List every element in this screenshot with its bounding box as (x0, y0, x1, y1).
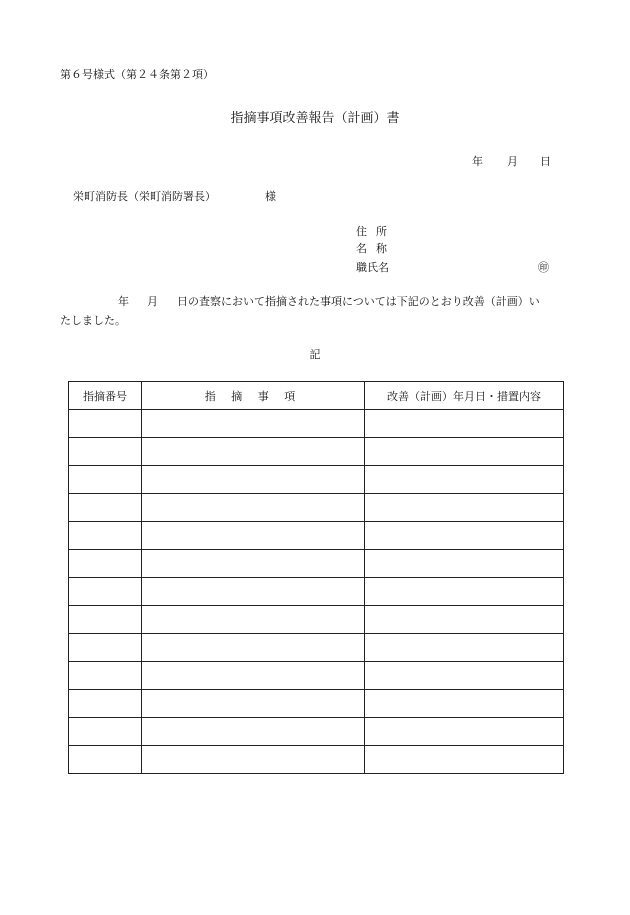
cell-item-content[interactable] (142, 746, 365, 774)
date-day-label: 日 (540, 155, 551, 168)
table-row (69, 578, 564, 606)
cell-item-number[interactable] (69, 634, 142, 662)
cell-item-number[interactable] (69, 550, 142, 578)
cell-improvement-content[interactable] (365, 634, 564, 662)
cell-improvement-content[interactable] (365, 466, 564, 494)
items-table (68, 381, 564, 774)
cell-item-number[interactable] (69, 662, 142, 690)
table-row (69, 634, 564, 662)
table-row (69, 410, 564, 438)
cell-item-number[interactable] (69, 606, 142, 634)
cell-improvement-content[interactable] (365, 746, 564, 774)
table-row (69, 550, 564, 578)
table-row (69, 690, 564, 718)
addressee-name: 栄町消防長（栄町消防署長） (73, 190, 216, 203)
applicant-address-label: 住所 (356, 225, 396, 238)
cell-item-number[interactable] (69, 466, 142, 494)
cell-item-content[interactable] (142, 438, 365, 466)
cell-improvement-content[interactable] (365, 438, 564, 466)
cell-item-content[interactable] (142, 522, 365, 550)
table-row (69, 606, 564, 634)
cell-improvement-content[interactable] (365, 662, 564, 690)
header-improvement-date-measures: 改善（計画）年月日・措置内容 (365, 382, 564, 410)
applicant-name-label: 名称 (356, 242, 396, 255)
cell-item-content[interactable] (142, 494, 365, 522)
cell-item-content[interactable] (142, 662, 365, 690)
table-row (69, 466, 564, 494)
cell-item-content[interactable] (142, 606, 365, 634)
cell-improvement-content[interactable] (365, 606, 564, 634)
date-month-label: 月 (507, 155, 518, 168)
table-row (69, 494, 564, 522)
cell-item-number[interactable] (69, 746, 142, 774)
table-row (69, 662, 564, 690)
date-year-label: 年 (472, 155, 483, 168)
document-title: 指摘事項改善報告（計画）書 (230, 111, 400, 126)
cell-improvement-content[interactable] (365, 718, 564, 746)
cell-item-content[interactable] (142, 578, 365, 606)
cell-item-number[interactable] (69, 690, 142, 718)
cell-item-content[interactable] (142, 718, 365, 746)
header-items-pointed-out: 指 摘 事 項 (142, 382, 365, 410)
body-year-label: 年 (118, 295, 129, 308)
table-header-row (69, 382, 564, 410)
cell-item-number[interactable] (69, 522, 142, 550)
cell-improvement-content[interactable] (365, 410, 564, 438)
form-number: 第６号様式（第２４条第２項） (60, 68, 214, 81)
cell-improvement-content[interactable] (365, 690, 564, 718)
cell-improvement-content[interactable] (365, 578, 564, 606)
cell-item-number[interactable] (69, 410, 142, 438)
addressee-honorific: 様 (265, 190, 276, 203)
cell-item-content[interactable] (142, 466, 365, 494)
cell-improvement-content[interactable] (365, 494, 564, 522)
cell-item-content[interactable] (142, 410, 365, 438)
cell-item-content[interactable] (142, 634, 365, 662)
cell-item-number[interactable] (69, 718, 142, 746)
table-row (69, 746, 564, 774)
cell-item-number[interactable] (69, 578, 142, 606)
cell-improvement-content[interactable] (365, 550, 564, 578)
ki-heading: 記 (309, 348, 321, 361)
cell-item-content[interactable] (142, 550, 365, 578)
table-row (69, 438, 564, 466)
header-item-number: 指摘番号 (69, 382, 142, 410)
body-text-line-1 (118, 295, 540, 309)
body-text-rest: 日の査察において指摘された事項については下記のとおり改善（計画）い (177, 295, 540, 308)
table-body (69, 410, 564, 774)
applicant-title-name-label: 職氏名 (356, 261, 389, 274)
body-month-label: 月 (147, 295, 158, 308)
cell-improvement-content[interactable] (365, 522, 564, 550)
cell-item-number[interactable] (69, 494, 142, 522)
cell-item-content[interactable] (142, 690, 365, 718)
body-text-line-2: たしました。 (60, 314, 126, 327)
table-row (69, 718, 564, 746)
seal-mark: ㊞ (538, 261, 549, 274)
table-row (69, 522, 564, 550)
cell-item-number[interactable] (69, 438, 142, 466)
